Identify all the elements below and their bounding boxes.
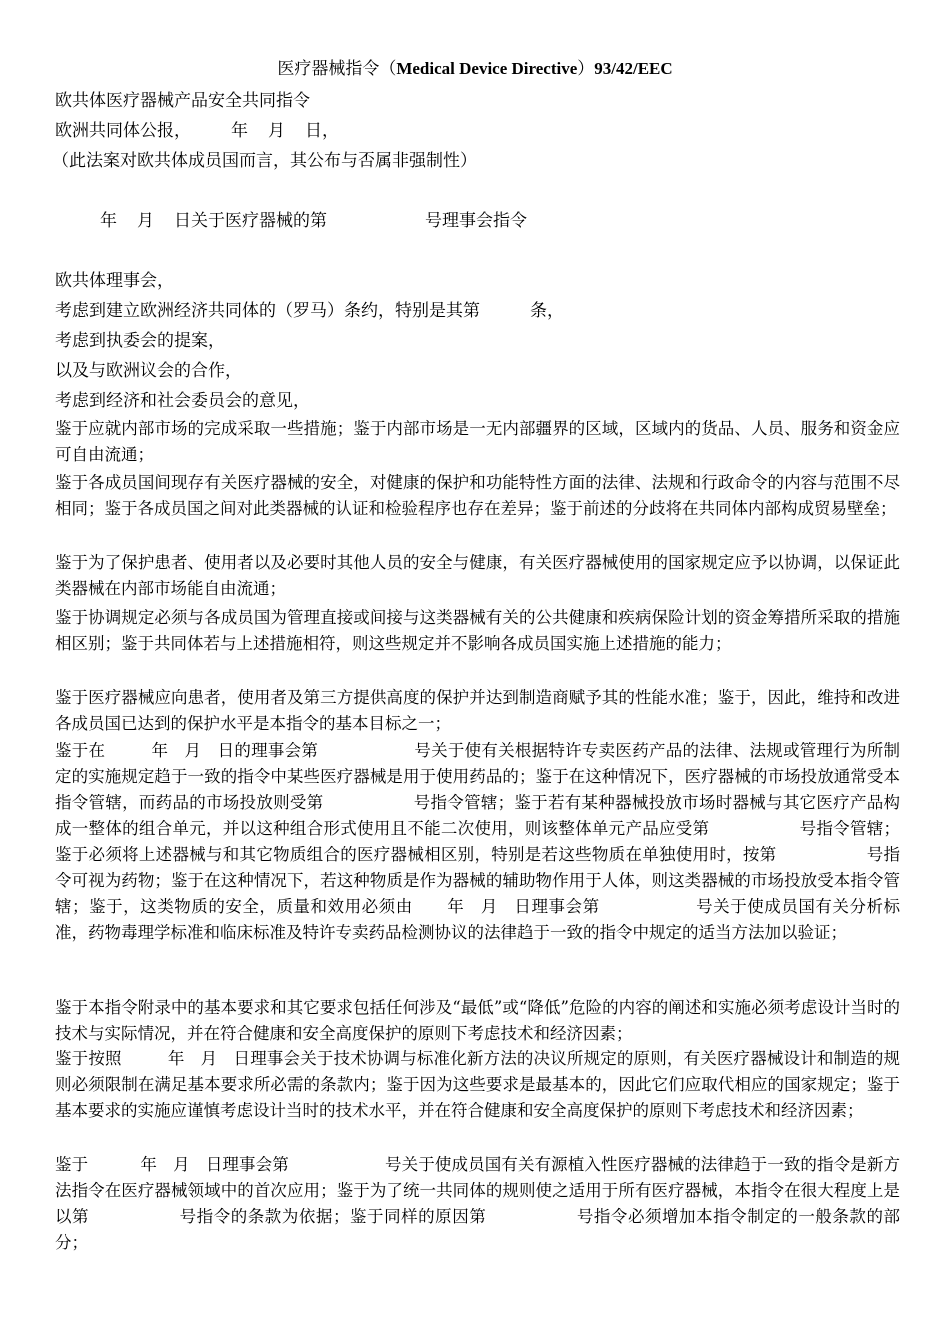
gazette-label: 欧洲共同体公报，: [55, 121, 191, 141]
p6-text: 鉴于在: [55, 741, 106, 760]
paragraph-4: 鉴于协调规定必须与各成员国为管理直接或间接与这类器械有关的公共健康和疾病保险计划的资金筹措所采取的措施相区别；鉴于共同体若与上述措施相符，则这些规定并不影响各成员国实施上述措施的能力；: [55, 608, 900, 653]
p6-day: 日理事会第: [513, 897, 600, 916]
preamble-council: 欧共体理事会，: [55, 271, 174, 291]
p8-month: 月: [200, 1049, 218, 1068]
treaty-text: 考虑到建立欧洲经济共同体的（罗马）条约，特别是其第: [55, 301, 480, 321]
title-suffix: ）: [577, 59, 595, 79]
subtitle-month: 月: [137, 211, 154, 231]
paragraph-8: [55, 1046, 900, 1124]
p8-year: 年: [167, 1049, 185, 1068]
p6-year: 年: [151, 741, 169, 760]
p9-text: 号指令必须增加本指令制定的一般条款的部分；: [55, 1207, 901, 1252]
p9-day: 日理事会第: [205, 1155, 289, 1174]
paragraph-3: 鉴于为了保护患者、使用者以及必要时其他人员的安全与健康，有关医疗器械使用的国家规定应予以协调，以保证此类器械在内部市场能自由流通；: [55, 553, 900, 598]
p6-text: 号指令管辖；鉴于若有某种器械投放市场时器械与其它医疗产品构成一整体的组合单元，并以这种组合形式使用且不能二次使用，则该整体单元产品应受第: [55, 793, 901, 838]
p6-month: 月: [480, 897, 498, 916]
preamble-cooperation: 以及与欧洲议会的合作，: [55, 361, 242, 381]
paragraph-1: 鉴于应就内部市场的完成采取一些措施；鉴于内部市场是一无内部疆界的区域，区域内的货品、人员、服务和资金应可自由流通；: [55, 419, 900, 464]
p6-year: 年: [446, 897, 465, 916]
subtitle-day: 日关于医疗器械的第: [174, 211, 327, 231]
header-line-3: （此法案对欧共体成员国而言，其公布与否属非强制性）: [52, 151, 477, 171]
p8-text: 日理事会关于技术协调与标准化新方法的决议所规定的原则，有关医疗器械设计和制造的规则必须限制在满足基本要求所必需的条款内；鉴于因为这些要求是最基本的，因此它们应取代相应的国家规定；鉴于基本要求的实施应谨慎考虑设计当时的技术水平，并在符合健康和安全高度保护的原则下考虑技术和经济因素；: [55, 1049, 901, 1120]
title-prefix: 医疗器械指令（: [277, 59, 397, 79]
p9-text: 鉴于: [55, 1155, 89, 1174]
preamble-proposal: 考虑到执委会的提案，: [55, 331, 225, 351]
p9-text: 号指令的条款为依据；鉴于同样的原因第: [179, 1207, 487, 1226]
p9-text: 号关于使成员国有关有源植入性医疗器械的法律趋于一致的指令是新方法指令在医疗器械领域中的首次应用；鉴于为了统一共同体的规则使之适用于所有医疗器械，本指令在很大程度上是以第: [55, 1155, 901, 1226]
subtitle-year: 年: [100, 211, 117, 231]
p6-text: 号关于使有关根据特许专卖医药产品的法律、法规或管理行为所制定的实施规定趋于一致的指令中某些医疗器械是用于使用药品的；鉴于在这种情况下，医疗器械的市场投放通常受本指令管辖，而药品的市场投放则受第: [55, 741, 901, 812]
treaty-article: 条，: [530, 301, 564, 321]
p6-text: 号指令管辖；鉴于必须将上述器械与和其它物质组合的医疗器械相区别，特别是若这些物质在单独使用时，按第: [55, 819, 901, 864]
paragraph-6: [55, 738, 900, 946]
p8-text: 鉴于按照: [55, 1049, 122, 1068]
document-title: [0, 58, 950, 80]
subtitle-end: 号理事会指令: [425, 211, 527, 231]
year-label: 年: [231, 121, 248, 141]
directive-number: 93/42/EEC: [594, 59, 673, 78]
title-english: Medical Device Directive: [396, 59, 578, 78]
preamble-opinion: 考虑到经济和社会委员会的意见，: [55, 391, 310, 411]
paragraph-2: 鉴于各成员国间现存有关医疗器械的安全，对健康的保护和功能特性方面的法律、法规和行政命令的内容与范围不尽相同；鉴于各成员国之间对此类器械的认证和检验程序也存在差异；鉴于前述的分歧将在共同体内部构成贸易壁垒；: [55, 473, 900, 518]
p6-month: 月: [184, 741, 202, 760]
p6-text: 号指令可视为药物；鉴于在这种情况下，若这种物质是作为器械的辅助物作用于人体，则这类器械的市场投放受本指令管辖；鉴于，这类物质的安全，质量和效用必须由: [55, 845, 901, 916]
p9-year: 年: [140, 1155, 157, 1174]
header-line-2: [55, 120, 339, 142]
header-line-1: 欧共体医疗器械产品安全共同指令: [55, 91, 310, 111]
month-label: 月: [268, 121, 285, 141]
p6-text: 号关于使成员国有关分析标准，药物毒理学标准和临床标准及特许专卖药品检测协议的法律趋于一致的指令中规定的适当方法加以验证；: [55, 897, 901, 942]
preamble-treaty: [55, 300, 564, 322]
paragraph-7: 鉴于本指令附录中的基本要求和其它要求包括任何涉及“最低”或“降低”危险的内容的阐述和实施必须考虑设计当时的技术与实际情况，并在符合健康和安全高度保护的原则下考虑技术和经济因素；: [55, 998, 900, 1043]
day-label: 日，: [305, 121, 339, 141]
p9-month: 月: [172, 1155, 190, 1174]
p6-day: 日的理事会第: [217, 741, 319, 760]
paragraph-5: 鉴于医疗器械应向患者，使用者及第三方提供高度的保护并达到制造商赋予其的性能水准；鉴于，因此，维持和改进各成员国已达到的保护水平是本指令的基本目标之一；: [55, 688, 900, 733]
subtitle: [100, 210, 527, 232]
paragraph-9: [55, 1152, 900, 1256]
